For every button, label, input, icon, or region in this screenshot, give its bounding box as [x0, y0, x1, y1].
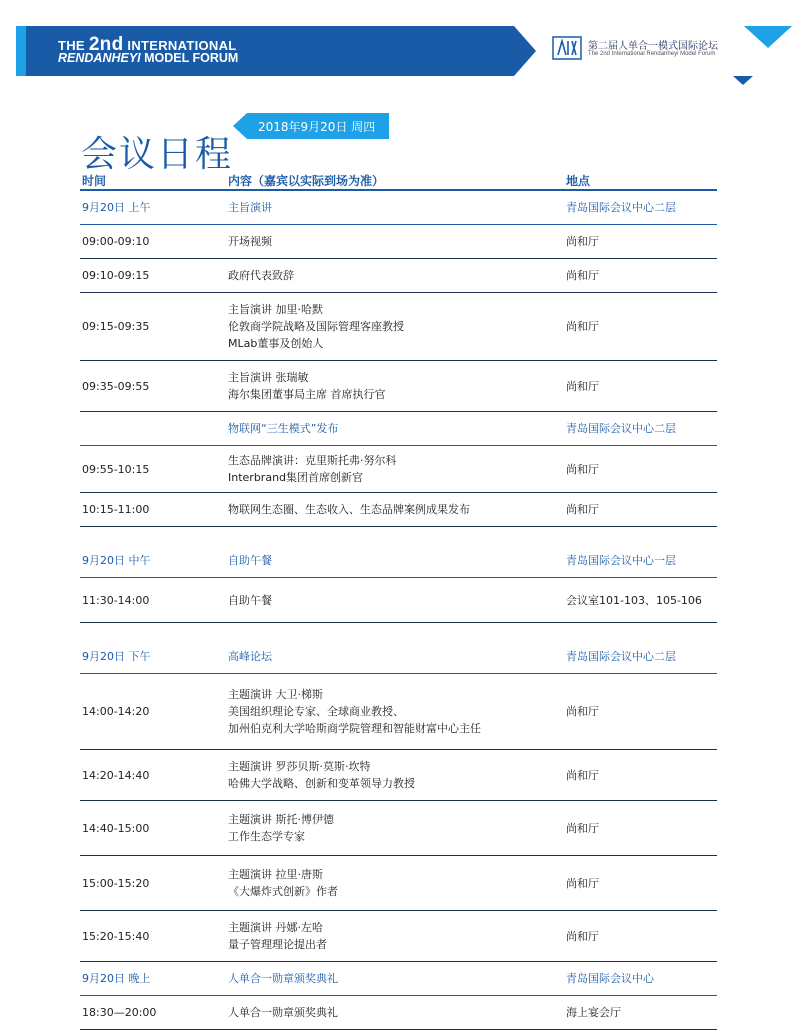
- forum-banner: [16, 26, 516, 76]
- forum-logo-icon: [552, 35, 582, 61]
- table-row: [80, 293, 717, 361]
- row-content: [228, 648, 272, 665]
- row-content: [228, 267, 294, 284]
- section-row: [80, 412, 717, 446]
- row-content-line: 主题演讲 拉里·唐斯: [228, 868, 323, 881]
- row-time: 14:40-15:00: [82, 822, 150, 835]
- row-content-line: 政府代表致辞: [228, 269, 294, 282]
- table-row: [80, 446, 717, 493]
- row-time: 9月20日 晚上: [82, 972, 151, 985]
- row-content-line: 《大爆炸式创新》作者: [228, 885, 338, 898]
- row-place: 尚和厅: [566, 269, 599, 282]
- brand-chinese-name: 第二届人单合一模式国际论坛: [588, 41, 718, 52]
- section-row: [80, 544, 717, 578]
- row-time: 10:15-11:00: [82, 503, 150, 516]
- row-place: 尚和厅: [566, 930, 599, 943]
- table-row: [80, 674, 717, 750]
- row-time: 15:00-15:20: [82, 877, 150, 890]
- section-row: [80, 962, 717, 996]
- row-content: [228, 919, 327, 953]
- row-content: [228, 866, 338, 900]
- row-place: 会议室101-103、105-106: [566, 594, 702, 607]
- header-time: 时间: [82, 174, 107, 188]
- row-content: [228, 1004, 338, 1021]
- row-content-line: 伦敦商学院战略及国际管理客座教授: [228, 320, 404, 333]
- row-time: 09:35-09:55: [82, 380, 150, 393]
- row-content: [228, 686, 481, 737]
- row-content-line: Interbrand集团首席创新官: [228, 471, 364, 484]
- table-row: [80, 493, 717, 527]
- forum-brand: [552, 35, 742, 65]
- row-content-line: 物联网生态圈、生态收入、生态品牌案例成果发布: [228, 503, 470, 516]
- row-content: [228, 233, 272, 250]
- row-time: 09:55-10:15: [82, 463, 150, 476]
- row-time: 09:10-09:15: [82, 269, 150, 282]
- row-place: 尚和厅: [566, 705, 599, 718]
- row-content-line: 自助午餐: [228, 594, 272, 607]
- row-content-line: 主题演讲 大卫·梯斯: [228, 688, 323, 701]
- table-row: [80, 578, 717, 623]
- row-time: 11:30-14:00: [82, 594, 150, 607]
- table-gap: [80, 623, 717, 640]
- row-content-line: 人单合一勋章颁奖典礼: [228, 1006, 338, 1019]
- date-tag-text: 2018年9月20日 周四: [258, 120, 376, 134]
- row-content-line: 生态品牌演讲：克里斯托弗·努尔科: [228, 454, 397, 467]
- schedule-table: [80, 172, 717, 1030]
- row-content-line: 工作生态学专家: [228, 830, 305, 843]
- row-content-line: 量子管理理论提出者: [228, 938, 327, 951]
- row-place: 尚和厅: [566, 235, 599, 248]
- table-row: [80, 361, 717, 412]
- row-place: 尚和厅: [566, 463, 599, 476]
- row-content: [228, 199, 272, 216]
- banner-text: [58, 34, 239, 65]
- row-content-line: 加州伯克利大学哈斯商学院管理和智能财富中心主任: [228, 722, 481, 735]
- table-gap: [80, 527, 717, 544]
- row-content: [228, 552, 272, 569]
- table-row: [80, 801, 717, 856]
- row-content-line: 高峰论坛: [228, 650, 272, 663]
- row-place: 青岛国际会议中心: [566, 972, 654, 985]
- row-place: 尚和厅: [566, 769, 599, 782]
- row-place: 尚和厅: [566, 320, 599, 333]
- row-content: [228, 592, 272, 609]
- row-content-line: 主旨演讲 张瑞敏: [228, 371, 309, 384]
- row-content-line: 海尔集团董事局主席 首席执行官: [228, 388, 386, 401]
- section-row: [80, 640, 717, 674]
- row-content-line: 物联网“三生模式”发布: [228, 422, 339, 435]
- row-place: 尚和厅: [566, 877, 599, 890]
- row-place: 青岛国际会议中心二层: [566, 650, 676, 663]
- page-title: 会议日程: [81, 134, 234, 175]
- row-content-line: 主题演讲 斯托·博伊德: [228, 813, 334, 826]
- row-content-line: 自助午餐: [228, 554, 272, 567]
- row-time: 9月20日 上午: [82, 201, 151, 214]
- row-content-line: 主旨演讲: [228, 201, 272, 214]
- row-time: 9月20日 中午: [82, 554, 151, 567]
- schedule-rows: [80, 191, 717, 1030]
- row-content-line: MLab董事及创始人: [228, 337, 324, 350]
- row-time: 09:15-09:35: [82, 320, 150, 333]
- row-content-line: 哈佛大学战略、创新和变革领导力教授: [228, 777, 415, 790]
- row-content-line: 主旨演讲 加里·哈默: [228, 303, 323, 316]
- row-place: 尚和厅: [566, 822, 599, 835]
- row-place: 海上宴会厅: [566, 1006, 621, 1019]
- row-content-line: 主题演讲 罗莎贝斯·莫斯·坎特: [228, 760, 371, 773]
- row-content: [228, 369, 386, 403]
- banner-the: THE: [58, 38, 89, 53]
- row-time: 14:00-14:20: [82, 705, 150, 718]
- header-place: 地点: [566, 174, 591, 188]
- row-time: 09:00-09:10: [82, 235, 150, 248]
- row-content-line: 开场视频: [228, 235, 272, 248]
- table-row: [80, 856, 717, 911]
- row-place: 青岛国际会议中心二层: [566, 201, 676, 214]
- row-content: [228, 811, 334, 845]
- row-time: 18:30—20:00: [82, 1006, 157, 1019]
- banner-international: INTERNATIONAL: [123, 38, 237, 53]
- table-row: [80, 225, 717, 259]
- row-content: [228, 501, 470, 518]
- row-content-line: 人单合一勋章颁奖典礼: [228, 972, 338, 985]
- row-content: [228, 970, 338, 987]
- row-content-line: 主题演讲 丹娜·左哈: [228, 921, 323, 934]
- small-triangle-icon: [733, 76, 753, 86]
- header-content: 内容（嘉宾以实际到场为准）: [228, 174, 385, 188]
- row-place: 青岛国际会议中心一层: [566, 554, 676, 567]
- table-row: [80, 750, 717, 801]
- row-time: 14:20-14:40: [82, 769, 150, 782]
- row-place: 青岛国际会议中心二层: [566, 422, 676, 435]
- row-content: [228, 452, 397, 486]
- corner-triangle-icon: [744, 26, 792, 48]
- row-content-line: 美国组织理论专家、全球商业教授、: [228, 705, 404, 718]
- brand-english-name: The 2nd International Rendanheyi Model Forum: [588, 51, 716, 57]
- row-place: 尚和厅: [566, 503, 599, 516]
- table-row: [80, 911, 717, 962]
- row-content: [228, 301, 404, 352]
- row-time: 9月20日 下午: [82, 650, 151, 663]
- row-place: 尚和厅: [566, 380, 599, 393]
- table-row: [80, 996, 717, 1030]
- row-time: 15:20-15:40: [82, 930, 150, 943]
- banner-rendanheyi: RENDANHEYI: [58, 51, 141, 65]
- banner-2nd: 2nd: [88, 34, 124, 55]
- table-header: [80, 172, 717, 191]
- row-content: [228, 758, 415, 792]
- banner-model-forum: MODEL FORUM: [140, 51, 239, 65]
- date-tag: [233, 113, 389, 139]
- table-row: [80, 259, 717, 293]
- row-content: [228, 420, 338, 437]
- section-row: [80, 191, 717, 225]
